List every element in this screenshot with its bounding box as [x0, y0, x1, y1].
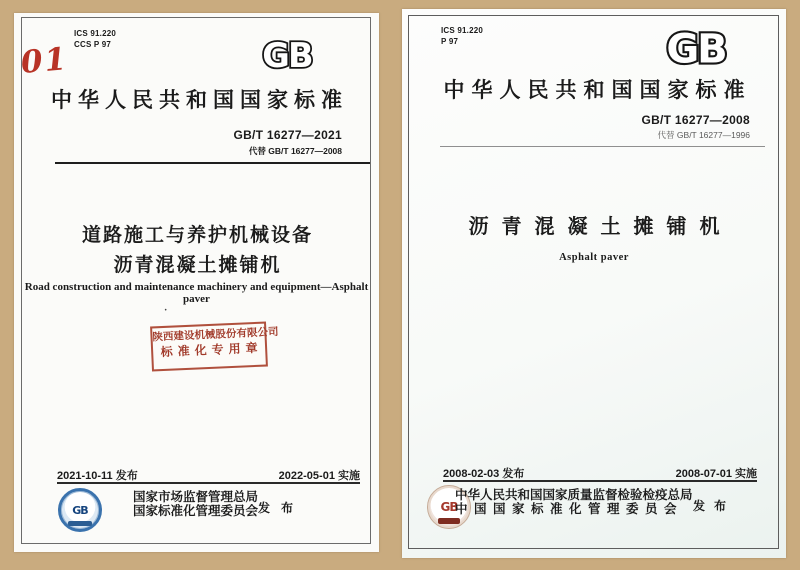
issue-date: 2008-02-03 发布	[443, 468, 525, 480]
class-code: P 97	[441, 36, 459, 46]
center-dot-mark: ·	[164, 305, 168, 316]
issuer-seal-emblem: GB	[72, 503, 88, 517]
stamp-seal-type: 标准化专用章	[160, 340, 263, 360]
publisher-line1: 国家市场监督管理总局	[133, 490, 259, 504]
dates-row	[443, 465, 757, 481]
stamp-company-name: 陕西建设机械股份有限公司	[152, 326, 279, 344]
implement-date: 2008-07-01 实施	[675, 468, 757, 480]
title-line2: 沥青混凝土摊铺机	[113, 255, 282, 276]
gb-logo-text: GB	[262, 36, 312, 75]
publish-label: 发 布	[258, 501, 298, 515]
title-english: Road construction and maintenance machinery and equipment—Asphalt paver	[24, 281, 369, 305]
replaces-note: 代替 GB/T 16277—2008	[248, 146, 342, 156]
gb-logo-icon	[251, 35, 323, 75]
gb-logo-icon	[653, 25, 739, 71]
ics-code: ICS 91.220	[74, 29, 117, 38]
ics-classification-block	[441, 26, 483, 48]
dates-row	[57, 467, 360, 483]
standard-number: GB/T 16277—2021	[233, 128, 342, 142]
title-line1: 道路施工与养护机械设备	[81, 225, 313, 246]
issuer-seal-emblem: GB	[440, 500, 458, 514]
ccs-code: CCS P 97	[74, 39, 112, 49]
publisher-line2: 中国国家标准化管理委员会	[455, 502, 684, 516]
issue-date: 2021-10-11 发布	[57, 470, 138, 482]
publisher-block	[133, 490, 258, 518]
publisher-line1: 中华人民共和国国家质量监督检验检疫总局	[455, 488, 693, 502]
ics-classification-block	[74, 29, 116, 51]
title: 沥青混凝土摊铺机	[468, 216, 733, 238]
standard-cover-2008	[402, 9, 786, 558]
standard-cover-2021	[14, 13, 379, 552]
publisher-block	[455, 488, 693, 516]
issuer-seal-banner	[438, 518, 460, 524]
company-stamp	[150, 321, 279, 371]
gb-logo-text: GB	[666, 26, 726, 71]
standard-number: GB/T 16277—2008	[641, 113, 750, 127]
national-standard-header: 中华人民共和国国家标准	[51, 88, 348, 112]
implement-date: 2022-05-01 实施	[278, 470, 360, 482]
header-rule	[440, 146, 765, 147]
handwritten-number: 01	[19, 41, 70, 81]
publish-label: 发 布	[693, 499, 730, 513]
title-english: Asphalt paver	[559, 252, 629, 263]
issuer-seal-icon	[58, 488, 102, 532]
issuer-seal-banner	[68, 521, 92, 526]
ics-code: ICS 91.220	[441, 26, 484, 35]
replaces-note: 代替 GB/T 16277—1996	[657, 130, 750, 140]
dates-rule	[57, 482, 360, 484]
header-rule	[55, 162, 370, 164]
national-standard-header: 中华人民共和国国家标准	[443, 78, 752, 102]
publisher-line2: 国家标准化管理委员会	[133, 504, 259, 518]
dates-rule	[443, 480, 757, 482]
